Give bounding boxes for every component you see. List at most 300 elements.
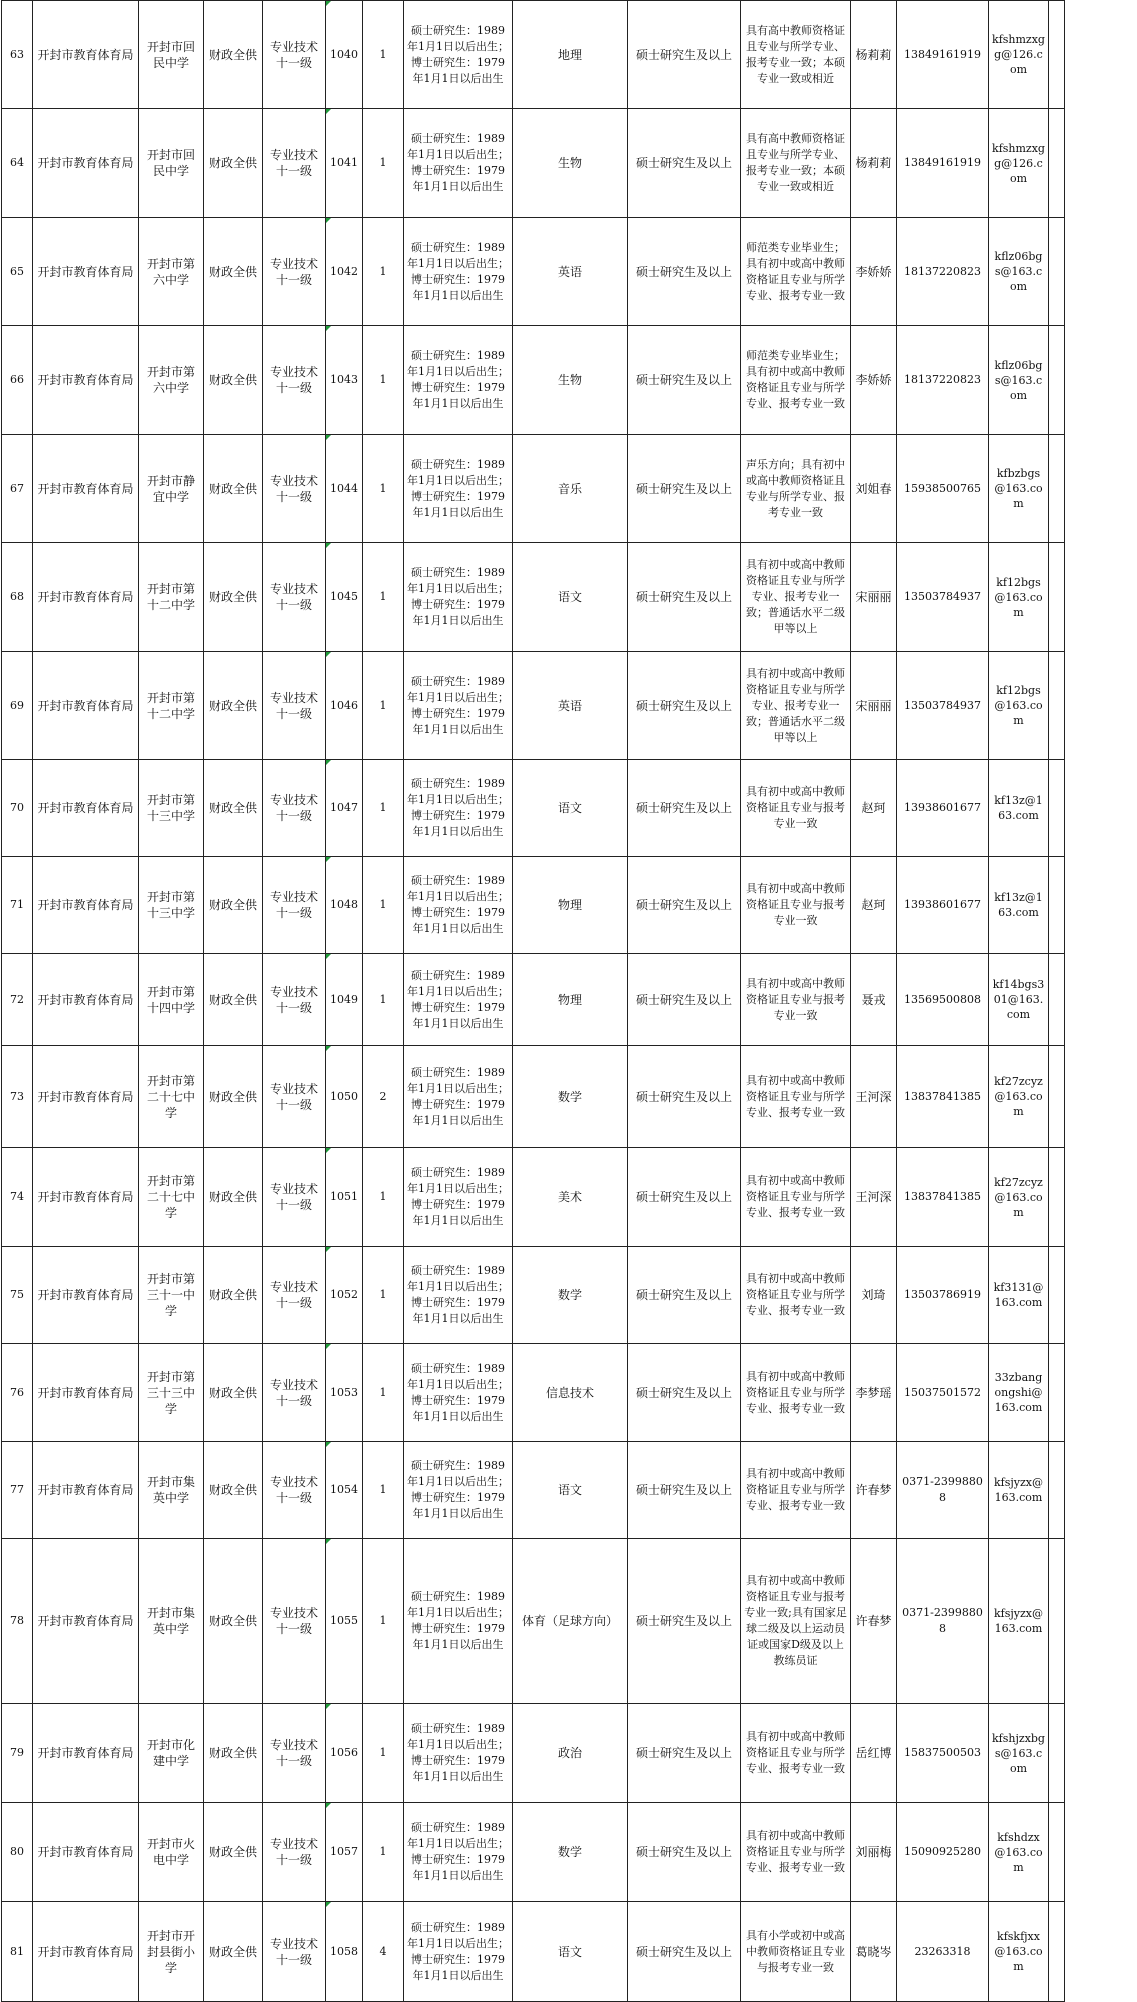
- funding-cell: 财政全供: [204, 1344, 263, 1442]
- school-cell: 开封市回民中学: [139, 1, 204, 109]
- subject-cell: 体育（足球方向）: [513, 1539, 628, 1704]
- trailing-blank-cell: [1049, 1148, 1065, 1247]
- email-cell: kf14bgs301@163.com: [989, 954, 1049, 1046]
- trailing-blank-cell: [1049, 1902, 1065, 2002]
- position-code-cell: 1043: [326, 326, 363, 435]
- school-cell: 开封市化建中学: [139, 1704, 204, 1803]
- subject-cell: 生物: [513, 109, 628, 218]
- bureau-cell: 开封市教育体育局: [33, 1, 139, 109]
- subject-cell: 语文: [513, 1442, 628, 1539]
- recruitment-table: [1, 0, 1065, 2002]
- school-cell: 开封市第二十七中学: [139, 1148, 204, 1247]
- age-requirement-cell: 硕士研究生：1989年1月1日以后出生；博士研究生：1979年1月1日以后出生: [404, 652, 513, 760]
- position-level-cell: 专业技术十一级: [263, 652, 326, 760]
- age-requirement-cell: 硕士研究生：1989年1月1日以后出生；博士研究生：1979年1月1日以后出生: [404, 1442, 513, 1539]
- contact-person-cell: 刘丽梅: [851, 1803, 897, 1902]
- trailing-blank-cell: [1049, 218, 1065, 326]
- email-cell: kfsjyzx@163.com: [989, 1442, 1049, 1539]
- position-code-cell: 1046: [326, 652, 363, 760]
- other-requirements-cell: 具有高中教师资格证且专业与所学专业、报考专业一致；本硕专业一致或相近: [741, 109, 851, 218]
- hiring-count-cell: 1: [363, 218, 404, 326]
- phone-cell: 0371-23998808: [897, 1442, 989, 1539]
- table-row: [2, 1902, 1065, 2002]
- funding-cell: 财政全供: [204, 1803, 263, 1902]
- bureau-cell: 开封市教育体育局: [33, 1442, 139, 1539]
- age-requirement-cell: 硕士研究生：1989年1月1日以后出生；博士研究生：1979年1月1日以后出生: [404, 1539, 513, 1704]
- age-requirement-cell: 硕士研究生：1989年1月1日以后出生；博士研究生：1979年1月1日以后出生: [404, 109, 513, 218]
- funding-cell: 财政全供: [204, 857, 263, 954]
- position-code-cell: 1047: [326, 760, 363, 857]
- position-level-cell: 专业技术十一级: [263, 1, 326, 109]
- position-level-cell: 专业技术十一级: [263, 543, 326, 652]
- trailing-blank-cell: [1049, 857, 1065, 954]
- phone-cell: 13503784937: [897, 652, 989, 760]
- trailing-blank-cell: [1049, 543, 1065, 652]
- education-cell: 硕士研究生及以上: [628, 857, 741, 954]
- position-level-cell: 专业技术十一级: [263, 1148, 326, 1247]
- contact-person-cell: 许春梦: [851, 1539, 897, 1704]
- contact-person-cell: 许春梦: [851, 1442, 897, 1539]
- other-requirements-cell: 具有初中或高中教师资格证且专业与所学专业、报考专业一致；普通话水平二级甲等以上: [741, 543, 851, 652]
- email-cell: kflz06bgs@163.com: [989, 326, 1049, 435]
- trailing-blank-cell: [1049, 1046, 1065, 1148]
- table-row: [2, 1046, 1065, 1148]
- education-cell: 硕士研究生及以上: [628, 1, 741, 109]
- contact-person-cell: 岳红博: [851, 1704, 897, 1803]
- other-requirements-cell: 具有初中或高中教师资格证且专业与报考专业一致: [741, 760, 851, 857]
- phone-cell: 13938601677: [897, 857, 989, 954]
- school-cell: 开封市第六中学: [139, 326, 204, 435]
- email-cell: kfshjzxbgs@163.com: [989, 1704, 1049, 1803]
- position-level-cell: 专业技术十一级: [263, 435, 326, 543]
- subject-cell: 语文: [513, 760, 628, 857]
- hiring-count-cell: 1: [363, 109, 404, 218]
- other-requirements-cell: 声乐方向；具有初中或高中教师资格证且专业与所学专业、报考专业一致: [741, 435, 851, 543]
- school-cell: 开封市第十四中学: [139, 954, 204, 1046]
- position-code-cell: 1045: [326, 543, 363, 652]
- funding-cell: 财政全供: [204, 1148, 263, 1247]
- position-level-cell: 专业技术十一级: [263, 1247, 326, 1344]
- subject-cell: 英语: [513, 218, 628, 326]
- education-cell: 硕士研究生及以上: [628, 435, 741, 543]
- phone-cell: 15090925280: [897, 1803, 989, 1902]
- trailing-blank-cell: [1049, 1442, 1065, 1539]
- funding-cell: 财政全供: [204, 760, 263, 857]
- education-cell: 硕士研究生及以上: [628, 326, 741, 435]
- position-level-cell: 专业技术十一级: [263, 1046, 326, 1148]
- table-row: [2, 652, 1065, 760]
- education-cell: 硕士研究生及以上: [628, 1704, 741, 1803]
- row-number: 69: [2, 652, 33, 760]
- trailing-blank-cell: [1049, 1344, 1065, 1442]
- email-cell: kfshmzxgg@126.com: [989, 1, 1049, 109]
- other-requirements-cell: 具有初中或高中教师资格证且专业与所学专业、报考专业一致；普通话水平二级甲等以上: [741, 652, 851, 760]
- email-cell: kfshdzx@163.com: [989, 1803, 1049, 1902]
- phone-cell: 13503784937: [897, 543, 989, 652]
- education-cell: 硕士研究生及以上: [628, 109, 741, 218]
- funding-cell: 财政全供: [204, 435, 263, 543]
- position-level-cell: 专业技术十一级: [263, 1704, 326, 1803]
- trailing-blank-cell: [1049, 1539, 1065, 1704]
- position-level-cell: 专业技术十一级: [263, 760, 326, 857]
- bureau-cell: 开封市教育体育局: [33, 1902, 139, 2002]
- position-level-cell: 专业技术十一级: [263, 326, 326, 435]
- age-requirement-cell: 硕士研究生：1989年1月1日以后出生；博士研究生：1979年1月1日以后出生: [404, 1247, 513, 1344]
- contact-person-cell: 李娇娇: [851, 326, 897, 435]
- subject-cell: 语文: [513, 1902, 628, 2002]
- school-cell: 开封市静宜中学: [139, 435, 204, 543]
- position-code-cell: 1049: [326, 954, 363, 1046]
- email-cell: kf27zcyz@163.com: [989, 1046, 1049, 1148]
- hiring-count-cell: 1: [363, 1539, 404, 1704]
- hiring-count-cell: 1: [363, 435, 404, 543]
- bureau-cell: 开封市教育体育局: [33, 1344, 139, 1442]
- phone-cell: 13837841385: [897, 1148, 989, 1247]
- email-cell: kf3131@163.com: [989, 1247, 1049, 1344]
- hiring-count-cell: 1: [363, 760, 404, 857]
- subject-cell: 数学: [513, 1247, 628, 1344]
- row-number: 68: [2, 543, 33, 652]
- education-cell: 硕士研究生及以上: [628, 1148, 741, 1247]
- school-cell: 开封市第三十一中学: [139, 1247, 204, 1344]
- position-code-cell: 1053: [326, 1344, 363, 1442]
- row-number: 67: [2, 435, 33, 543]
- table-row: [2, 543, 1065, 652]
- funding-cell: 财政全供: [204, 218, 263, 326]
- funding-cell: 财政全供: [204, 109, 263, 218]
- table-body: [2, 1, 1065, 2002]
- phone-cell: 18137220823: [897, 218, 989, 326]
- school-cell: 开封市回民中学: [139, 109, 204, 218]
- other-requirements-cell: 具有初中或高中教师资格证且专业与报考专业一致;具有国家足球二级及以上运动员证或国家D级及以上教练员证: [741, 1539, 851, 1704]
- contact-person-cell: 杨莉莉: [851, 1, 897, 109]
- position-code-cell: 1042: [326, 218, 363, 326]
- row-number: 74: [2, 1148, 33, 1247]
- position-code-cell: 1056: [326, 1704, 363, 1803]
- phone-cell: 13849161919: [897, 1, 989, 109]
- phone-cell: 13569500808: [897, 954, 989, 1046]
- funding-cell: 财政全供: [204, 954, 263, 1046]
- hiring-count-cell: 1: [363, 954, 404, 1046]
- phone-cell: 15938500765: [897, 435, 989, 543]
- other-requirements-cell: 具有初中或高中教师资格证且专业与所学专业、报考专业一致: [741, 1803, 851, 1902]
- table-row: [2, 435, 1065, 543]
- phone-cell: 0371-23998808: [897, 1539, 989, 1704]
- other-requirements-cell: 具有初中或高中教师资格证且专业与所学专业、报考专业一致: [741, 1148, 851, 1247]
- other-requirements-cell: 具有初中或高中教师资格证且专业与所学专业、报考专业一致: [741, 1046, 851, 1148]
- contact-person-cell: 赵珂: [851, 857, 897, 954]
- email-cell: kf27zcyz@163.com: [989, 1148, 1049, 1247]
- other-requirements-cell: 具有初中或高中教师资格证且专业与所学专业、报考专业一致: [741, 1344, 851, 1442]
- other-requirements-cell: 具有初中或高中教师资格证且专业与所学专业、报考专业一致: [741, 1704, 851, 1803]
- school-cell: 开封市第十二中学: [139, 652, 204, 760]
- bureau-cell: 开封市教育体育局: [33, 954, 139, 1046]
- contact-person-cell: 李娇娇: [851, 218, 897, 326]
- age-requirement-cell: 硕士研究生：1989年1月1日以后出生；博士研究生：1979年1月1日以后出生: [404, 218, 513, 326]
- age-requirement-cell: 硕士研究生：1989年1月1日以后出生；博士研究生：1979年1月1日以后出生: [404, 1046, 513, 1148]
- email-cell: kf13z@163.com: [989, 760, 1049, 857]
- age-requirement-cell: 硕士研究生：1989年1月1日以后出生；博士研究生：1979年1月1日以后出生: [404, 1, 513, 109]
- row-number: 78: [2, 1539, 33, 1704]
- hiring-count-cell: 1: [363, 1247, 404, 1344]
- trailing-blank-cell: [1049, 1, 1065, 109]
- bureau-cell: 开封市教育体育局: [33, 652, 139, 760]
- age-requirement-cell: 硕士研究生：1989年1月1日以后出生；博士研究生：1979年1月1日以后出生: [404, 760, 513, 857]
- education-cell: 硕士研究生及以上: [628, 1344, 741, 1442]
- other-requirements-cell: 具有小学或初中或高中教师资格证且专业与报考专业一致: [741, 1902, 851, 2002]
- hiring-count-cell: 1: [363, 1442, 404, 1539]
- hiring-count-cell: 1: [363, 543, 404, 652]
- hiring-count-cell: 1: [363, 1344, 404, 1442]
- table-row: [2, 857, 1065, 954]
- phone-cell: 23263318: [897, 1902, 989, 2002]
- bureau-cell: 开封市教育体育局: [33, 435, 139, 543]
- school-cell: 开封市第二十七中学: [139, 1046, 204, 1148]
- position-code-cell: 1054: [326, 1442, 363, 1539]
- trailing-blank-cell: [1049, 652, 1065, 760]
- phone-cell: 18137220823: [897, 326, 989, 435]
- other-requirements-cell: 师范类专业毕业生；具有初中或高中教师资格证且专业与所学专业、报考专业一致: [741, 218, 851, 326]
- contact-person-cell: 宋丽丽: [851, 652, 897, 760]
- hiring-count-cell: 1: [363, 1, 404, 109]
- education-cell: 硕士研究生及以上: [628, 652, 741, 760]
- age-requirement-cell: 硕士研究生：1989年1月1日以后出生；博士研究生：1979年1月1日以后出生: [404, 1344, 513, 1442]
- contact-person-cell: 刘琦: [851, 1247, 897, 1344]
- age-requirement-cell: 硕士研究生：1989年1月1日以后出生；博士研究生：1979年1月1日以后出生: [404, 435, 513, 543]
- bureau-cell: 开封市教育体育局: [33, 857, 139, 954]
- age-requirement-cell: 硕士研究生：1989年1月1日以后出生；博士研究生：1979年1月1日以后出生: [404, 954, 513, 1046]
- school-cell: 开封市第十三中学: [139, 760, 204, 857]
- school-cell: 开封市第三十三中学: [139, 1344, 204, 1442]
- hiring-count-cell: 1: [363, 1803, 404, 1902]
- table-row: [2, 760, 1065, 857]
- education-cell: 硕士研究生及以上: [628, 1539, 741, 1704]
- position-code-cell: 1041: [326, 109, 363, 218]
- bureau-cell: 开封市教育体育局: [33, 1247, 139, 1344]
- school-cell: 开封市火电中学: [139, 1803, 204, 1902]
- row-number: 66: [2, 326, 33, 435]
- contact-person-cell: 刘姐春: [851, 435, 897, 543]
- email-cell: kf13z@163.com: [989, 857, 1049, 954]
- contact-person-cell: 宋丽丽: [851, 543, 897, 652]
- contact-person-cell: 王河深: [851, 1148, 897, 1247]
- row-number: 77: [2, 1442, 33, 1539]
- row-number: 64: [2, 109, 33, 218]
- hiring-count-cell: 1: [363, 1704, 404, 1803]
- position-code-cell: 1058: [326, 1902, 363, 2002]
- age-requirement-cell: 硕士研究生：1989年1月1日以后出生；博士研究生：1979年1月1日以后出生: [404, 857, 513, 954]
- education-cell: 硕士研究生及以上: [628, 1902, 741, 2002]
- funding-cell: 财政全供: [204, 1442, 263, 1539]
- other-requirements-cell: 具有初中或高中教师资格证且专业与报考专业一致: [741, 857, 851, 954]
- hiring-count-cell: 1: [363, 652, 404, 760]
- trailing-blank-cell: [1049, 435, 1065, 543]
- education-cell: 硕士研究生及以上: [628, 543, 741, 652]
- bureau-cell: 开封市教育体育局: [33, 218, 139, 326]
- row-number: 73: [2, 1046, 33, 1148]
- school-cell: 开封市第十二中学: [139, 543, 204, 652]
- trailing-blank-cell: [1049, 326, 1065, 435]
- contact-person-cell: 李梦瑶: [851, 1344, 897, 1442]
- age-requirement-cell: 硕士研究生：1989年1月1日以后出生；博士研究生：1979年1月1日以后出生: [404, 1704, 513, 1803]
- position-level-cell: 专业技术十一级: [263, 857, 326, 954]
- position-level-cell: 专业技术十一级: [263, 1539, 326, 1704]
- position-level-cell: 专业技术十一级: [263, 954, 326, 1046]
- contact-person-cell: 王河深: [851, 1046, 897, 1148]
- bureau-cell: 开封市教育体育局: [33, 1539, 139, 1704]
- hiring-count-cell: 1: [363, 1148, 404, 1247]
- position-code-cell: 1044: [326, 435, 363, 543]
- position-code-cell: 1040: [326, 1, 363, 109]
- row-number: 80: [2, 1803, 33, 1902]
- table-row: [2, 1539, 1065, 1704]
- subject-cell: 语文: [513, 543, 628, 652]
- contact-person-cell: 杨莉莉: [851, 109, 897, 218]
- table-row: [2, 1247, 1065, 1344]
- table-row: [2, 1148, 1065, 1247]
- funding-cell: 财政全供: [204, 1, 263, 109]
- age-requirement-cell: 硕士研究生：1989年1月1日以后出生；博士研究生：1979年1月1日以后出生: [404, 1148, 513, 1247]
- subject-cell: 数学: [513, 1046, 628, 1148]
- position-code-cell: 1051: [326, 1148, 363, 1247]
- row-number: 79: [2, 1704, 33, 1803]
- other-requirements-cell: 具有初中或高中教师资格证且专业与所学专业、报考专业一致: [741, 1442, 851, 1539]
- other-requirements-cell: 师范类专业毕业生；具有初中或高中教师资格证且专业与所学专业、报考专业一致: [741, 326, 851, 435]
- education-cell: 硕士研究生及以上: [628, 218, 741, 326]
- funding-cell: 财政全供: [204, 1247, 263, 1344]
- position-level-cell: 专业技术十一级: [263, 1344, 326, 1442]
- education-cell: 硕士研究生及以上: [628, 1046, 741, 1148]
- hiring-count-cell: 1: [363, 326, 404, 435]
- row-number: 71: [2, 857, 33, 954]
- position-code-cell: 1055: [326, 1539, 363, 1704]
- trailing-blank-cell: [1049, 1803, 1065, 1902]
- school-cell: 开封市第六中学: [139, 218, 204, 326]
- email-cell: kf12bgs@163.com: [989, 652, 1049, 760]
- email-cell: kfbzbgs@163.com: [989, 435, 1049, 543]
- phone-cell: 15037501572: [897, 1344, 989, 1442]
- funding-cell: 财政全供: [204, 1704, 263, 1803]
- subject-cell: 音乐: [513, 435, 628, 543]
- table-row: [2, 1, 1065, 109]
- other-requirements-cell: 具有高中教师资格证且专业与所学专业、报考专业一致；本硕专业一致或相近: [741, 1, 851, 109]
- subject-cell: 地理: [513, 1, 628, 109]
- email-cell: 33zbangongshi@163.com: [989, 1344, 1049, 1442]
- phone-cell: 13837841385: [897, 1046, 989, 1148]
- row-number: 65: [2, 218, 33, 326]
- subject-cell: 政治: [513, 1704, 628, 1803]
- education-cell: 硕士研究生及以上: [628, 1247, 741, 1344]
- trailing-blank-cell: [1049, 1704, 1065, 1803]
- phone-cell: 13938601677: [897, 760, 989, 857]
- education-cell: 硕士研究生及以上: [628, 1803, 741, 1902]
- position-level-cell: 专业技术十一级: [263, 1803, 326, 1902]
- education-cell: 硕士研究生及以上: [628, 760, 741, 857]
- other-requirements-cell: 具有初中或高中教师资格证且专业与报考专业一致: [741, 954, 851, 1046]
- table-row: [2, 1442, 1065, 1539]
- row-number: 72: [2, 954, 33, 1046]
- position-code-cell: 1050: [326, 1046, 363, 1148]
- bureau-cell: 开封市教育体育局: [33, 1148, 139, 1247]
- hiring-count-cell: 4: [363, 1902, 404, 2002]
- age-requirement-cell: 硕士研究生：1989年1月1日以后出生；博士研究生：1979年1月1日以后出生: [404, 326, 513, 435]
- education-cell: 硕士研究生及以上: [628, 1442, 741, 1539]
- subject-cell: 美术: [513, 1148, 628, 1247]
- trailing-blank-cell: [1049, 760, 1065, 857]
- bureau-cell: 开封市教育体育局: [33, 1803, 139, 1902]
- row-number: 70: [2, 760, 33, 857]
- bureau-cell: 开封市教育体育局: [33, 1046, 139, 1148]
- age-requirement-cell: 硕士研究生：1989年1月1日以后出生；博士研究生：1979年1月1日以后出生: [404, 1902, 513, 2002]
- email-cell: kflz06bgs@163.com: [989, 218, 1049, 326]
- email-cell: kf12bgs@163.com: [989, 543, 1049, 652]
- table-row: [2, 954, 1065, 1046]
- school-cell: 开封市集英中学: [139, 1442, 204, 1539]
- position-code-cell: 1052: [326, 1247, 363, 1344]
- table-row: [2, 1803, 1065, 1902]
- age-requirement-cell: 硕士研究生：1989年1月1日以后出生；博士研究生：1979年1月1日以后出生: [404, 1803, 513, 1902]
- subject-cell: 英语: [513, 652, 628, 760]
- funding-cell: 财政全供: [204, 1902, 263, 2002]
- table-row: [2, 326, 1065, 435]
- email-cell: kfskfjxx@163.com: [989, 1902, 1049, 2002]
- funding-cell: 财政全供: [204, 326, 263, 435]
- phone-cell: 13849161919: [897, 109, 989, 218]
- position-level-cell: 专业技术十一级: [263, 1442, 326, 1539]
- position-level-cell: 专业技术十一级: [263, 218, 326, 326]
- school-cell: 开封市集英中学: [139, 1539, 204, 1704]
- contact-person-cell: 葛晓岑: [851, 1902, 897, 2002]
- table-row: [2, 109, 1065, 218]
- phone-cell: 13503786919: [897, 1247, 989, 1344]
- trailing-blank-cell: [1049, 109, 1065, 218]
- position-code-cell: 1048: [326, 857, 363, 954]
- row-number: 75: [2, 1247, 33, 1344]
- funding-cell: 财政全供: [204, 543, 263, 652]
- subject-cell: 物理: [513, 954, 628, 1046]
- school-cell: 开封市第十三中学: [139, 857, 204, 954]
- position-level-cell: 专业技术十一级: [263, 109, 326, 218]
- table-row: [2, 1344, 1065, 1442]
- subject-cell: 信息技术: [513, 1344, 628, 1442]
- other-requirements-cell: 具有初中或高中教师资格证且专业与所学专业、报考专业一致: [741, 1247, 851, 1344]
- contact-person-cell: 聂戎: [851, 954, 897, 1046]
- age-requirement-cell: 硕士研究生：1989年1月1日以后出生；博士研究生：1979年1月1日以后出生: [404, 543, 513, 652]
- subject-cell: 数学: [513, 1803, 628, 1902]
- hiring-count-cell: 1: [363, 857, 404, 954]
- table-row: [2, 1704, 1065, 1803]
- education-cell: 硕士研究生及以上: [628, 954, 741, 1046]
- phone-cell: 15837500503: [897, 1704, 989, 1803]
- trailing-blank-cell: [1049, 954, 1065, 1046]
- email-cell: kfsjyzx@163.com: [989, 1539, 1049, 1704]
- funding-cell: 财政全供: [204, 1539, 263, 1704]
- bureau-cell: 开封市教育体育局: [33, 760, 139, 857]
- position-level-cell: 专业技术十一级: [263, 1902, 326, 2002]
- funding-cell: 财政全供: [204, 1046, 263, 1148]
- contact-person-cell: 赵珂: [851, 760, 897, 857]
- row-number: 76: [2, 1344, 33, 1442]
- trailing-blank-cell: [1049, 1247, 1065, 1344]
- position-code-cell: 1057: [326, 1803, 363, 1902]
- row-number: 63: [2, 1, 33, 109]
- bureau-cell: 开封市教育体育局: [33, 543, 139, 652]
- table-row: [2, 218, 1065, 326]
- funding-cell: 财政全供: [204, 652, 263, 760]
- email-cell: kfshmzxgg@126.com: [989, 109, 1049, 218]
- bureau-cell: 开封市教育体育局: [33, 1704, 139, 1803]
- subject-cell: 物理: [513, 857, 628, 954]
